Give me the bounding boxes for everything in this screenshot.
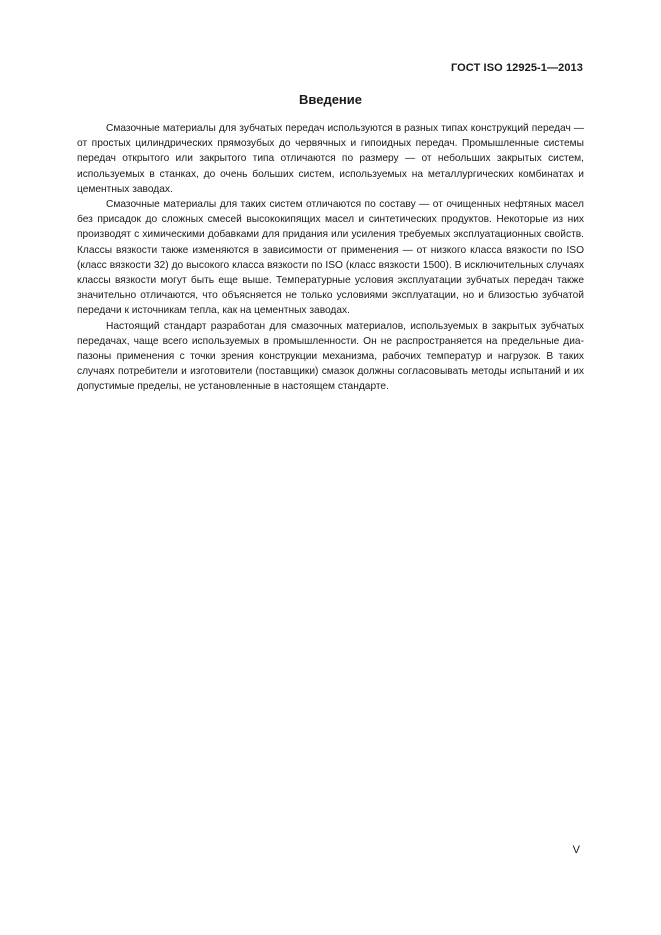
body-text	[77, 121, 584, 395]
paragraph-1: Смазочные материалы для зубчатых передач используются в разных типах конструкций передач — от простых цилиндрических прямозубых до червячных и гипоидных передач. Промышленные системы передач открытого или закрытого типа отличаются по размеру — от небольших закрытых систем, используемых в станках, до очень больших систем, используемых на металлургических комбинатах и цементных заводах.	[77, 123, 584, 195]
paragraph-2: Смазочные материалы для таких систем отличаются по составу — от очищенных нефтяных масел без присадок до сложных смесей высококипящих масел и синтетических продуктов. Некоторые из них производят с химическими добавками для придания или усиления требуемых эксплуатационных свойств. Классы вязкости также изменяются в зависимости от применения — от низкого класса вязкости по ISO (класс вязкости 32) до высокого класса вязкости по ISO (класс вязкости 1500). В исключительных случаях классы вязкости могут быть еще выше. Температурные условия эксплуатации зубчатых передач также значительно отличаются, что объясняется не только условиями эксплуатации, но и близостью зубчатой передачи к источникам тепла, как на цементных заводах.	[77, 199, 584, 317]
document-code-header: ГОСТ ISO 12925-1—2013	[450, 62, 583, 74]
paragraph-3: Настоящий стандарт разработан для смазочных материалов, используемых в закрытых зубчатых передачах, чаще всего используемых в промышленности. Он не распространяется на предельные диапазоны применения с точки зрения конструкции механизма, рабочих температур и нагрузок. В таких случаях потребители и изготовители (поставщики) смазок должны согласовывать методы испытаний и их допустимые пределы, не установленные в настоящем стандарте.	[77, 320, 584, 393]
section-title: Введение	[299, 92, 362, 107]
page-number: V	[572, 844, 580, 856]
